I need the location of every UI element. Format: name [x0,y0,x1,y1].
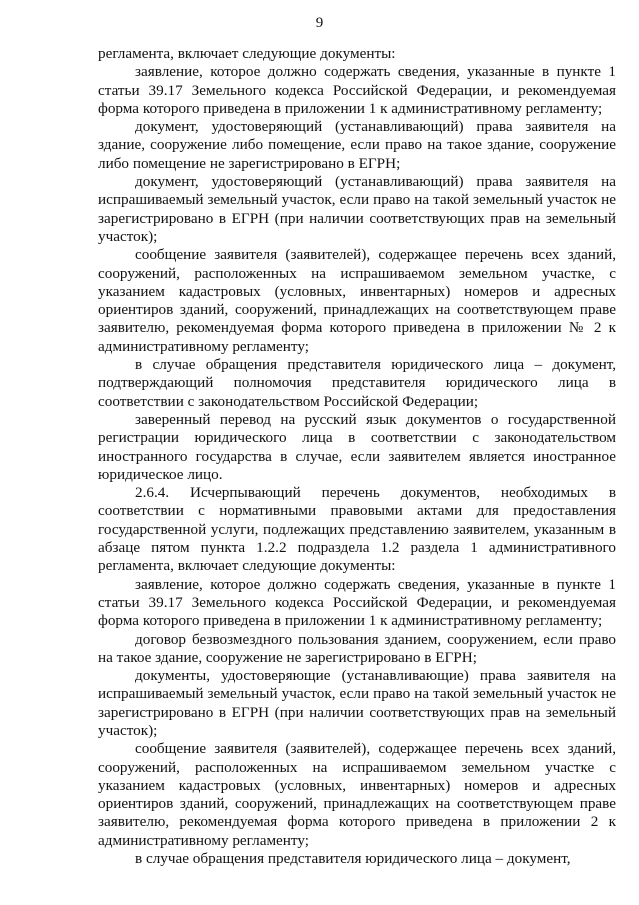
section-paragraph: 2.6.4. Исчерпывающий перечень документов, необходимых в соответствии с нормативными правовыми актами для предоставления государственной услуги, подлежащих представлению заявителем, указанным в абзаце пятом пункта 1.2.2 подраздела 1.2 раздела 1 административного регламента, включает следующие документы: [98,484,616,575]
document-body [98,45,616,868]
paragraph: сообщение заявителя (заявителей), содержащее перечень всех зданий, сооружений, расположенных на испрашиваемом земельном участке с указанием кадастровых (условных, инвентарных) номеров и адресных ориентиров зданий, сооружений, принадлежащих на соответствующем праве заявителю, рекомендуемая форма которого приведена в приложении 2 к административному регламенту; [98,740,616,849]
paragraph: в случае обращения представителя юридического лица – документ, подтверждающий полномочия представителя юридического лица в соответствии с законодательством Российской Федерации; [98,356,616,410]
paragraph: договор безвозмездного пользования зданием, сооружением, если право на такое здание, сооружение не зарегистрировано в ЕГРН; [98,630,616,666]
paragraph: документы, удостоверяющие (устанавливающие) права заявителя на испрашиваемый земельный участок, если право на такой земельный участок не зарегистрировано в ЕГРН (при наличии соответствующих прав на земельный участок); [98,667,616,739]
paragraph: в случае обращения представителя юридического лица – документ, [135,850,571,868]
paragraph: заявление, которое должно содержать сведения, указанные в пункте 1 статьи 39.17 Земельного кодекса Российской Федерации, и рекомендуемая форма которого приведена в приложении 1 к административному регламенту; [98,63,616,117]
paragraph: документ, удостоверяющий (устанавливающий) права заявителя на испрашиваемый земельный участок, если право на такой земельный участок не зарегистрировано в ЕГРН (при наличии соответствующих прав на земельный участок); [98,173,616,245]
paragraph: заверенный перевод на русский язык документов о государственной регистрации юридического лица в соответствии с законодательством иностранного государства в случае, если заявителем является иностранное юридическое лицо. [98,410,616,483]
paragraph: заявление, которое должно содержать сведения, указанные в пункте 1 статьи 39.17 Земельного кодекса Российской Федерации, и рекомендуемая форма которого приведена в приложении 1 к административному регламенту; [98,575,616,630]
paragraph: документ, удостоверяющий (устанавливающий) права заявителя на здание, сооружение либо помещение, если право на такое здание, сооружение либо помещение не зарегистрировано в ЕГРН; [98,118,616,172]
paragraph: регламента, включает следующие документы: [98,45,396,62]
page-number: 9 [315,15,324,31]
paragraph: сообщение заявителя (заявителей), содержащее перечень всех зданий, сооружений, расположенных на испрашиваемом земельном участке, с указанием кадастровых (условных, инвентарных) номеров и адресных ориентиров зданий, сооружений, принадлежащих на соответствующем праве заявителю, рекомендуемая форма которого приведена в приложении № 2 к административному регламенту; [98,246,616,355]
